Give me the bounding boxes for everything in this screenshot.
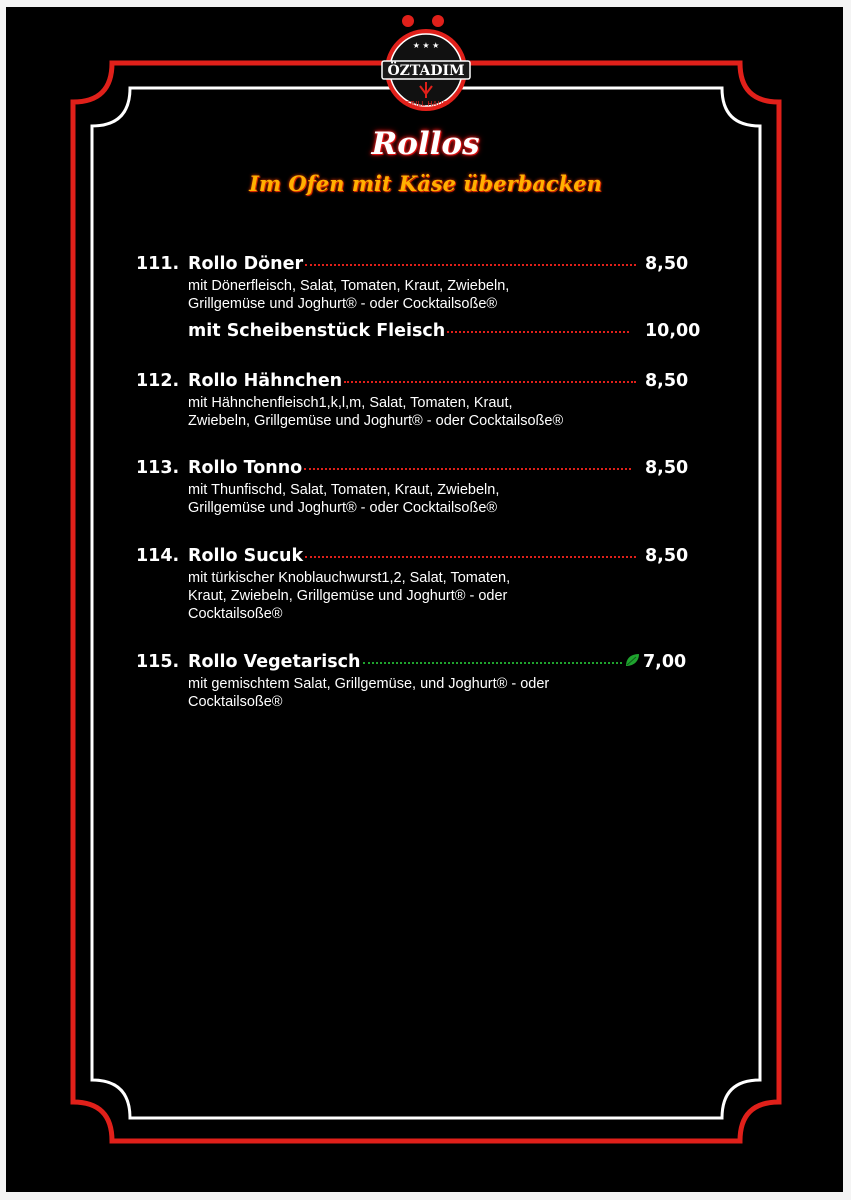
item-name: Rollo Hähnchen: [188, 371, 343, 391]
description-line: Grillgemüse und Joghurt® - oder Cocktailsoße®: [188, 500, 498, 516]
dotted-leader: [305, 556, 636, 558]
description-line: Cocktailsoße®: [188, 606, 283, 622]
logo-dot-right: [432, 15, 444, 27]
item-price: 8,50: [645, 546, 689, 566]
item-name: Rollo Tonno: [188, 458, 303, 478]
item-price: 8,50: [645, 371, 689, 391]
description-line: mit gemischtem Salat, Grillgemüse, und Joghurt® - oder: [188, 676, 550, 692]
item-price: 8,50: [645, 254, 689, 274]
item-number: 115.: [136, 652, 180, 672]
item-name: Rollo Döner: [188, 254, 304, 274]
menu-subtitle: Im Ofen mit Käse überbacken: [249, 171, 602, 196]
item-price: 10,00: [645, 321, 701, 341]
logo-dot-left: [402, 15, 414, 27]
dotted-leader: [304, 468, 631, 470]
dotted-leader: [344, 381, 636, 383]
dotted-leader: [363, 662, 622, 664]
item-title-row: [188, 371, 638, 391]
description-line: mit türkischer Knoblauchwurst1,2, Salat, Tomaten,: [188, 570, 511, 586]
logo-tagline: GRILL HAUS: [405, 100, 447, 108]
item-number: 113.: [136, 458, 180, 478]
logo-name: ÖZTADIM: [387, 63, 465, 79]
item-description: [188, 675, 638, 711]
description-line: mit Dönerfleisch, Salat, Tomaten, Kraut, Zwiebeln,: [188, 278, 510, 294]
logo-stars: ★ ★ ★: [412, 41, 440, 50]
item-title-row: [188, 458, 633, 478]
item-number: 112.: [136, 371, 180, 391]
description-line: Cocktailsoße®: [188, 694, 283, 710]
item-description: [188, 481, 628, 517]
restaurant-logo: [376, 8, 476, 112]
item-name: Rollo Vegetarisch: [188, 652, 361, 672]
item-description: [188, 569, 628, 623]
item-number: 114.: [136, 546, 180, 566]
description-line: Kraut, Zwiebeln, Grillgemüse und Joghurt® - oder: [188, 588, 508, 604]
description-line: mit Hähnchenfleisch1,k,l,m, Salat, Tomaten, Kraut,: [188, 395, 513, 411]
item-price: 7,00: [643, 652, 687, 672]
description-line: Grillgemüse und Joghurt® - oder Cocktailsoße®: [188, 296, 498, 312]
item-name: mit Scheibenstück Fleisch: [188, 321, 446, 341]
item-number: 111.: [136, 254, 180, 274]
item-title-row: [188, 546, 638, 566]
leaf-icon: [624, 653, 640, 667]
item-title-row: [188, 652, 624, 672]
item-title-row: [188, 321, 631, 341]
item-price: 8,50: [645, 458, 689, 478]
item-title-row: [188, 254, 638, 274]
description-line: mit Thunfischd, Salat, Tomaten, Kraut, Zwiebeln,: [188, 482, 500, 498]
item-name: Rollo Sucuk: [188, 546, 304, 566]
dotted-leader: [305, 264, 636, 266]
menu-title: Rollos: [371, 126, 480, 162]
item-description: [188, 277, 628, 313]
description-line: Zwiebeln, Grillgemüse und Joghurt® - oder Cocktailsoße®: [188, 413, 564, 429]
dotted-leader: [447, 331, 629, 333]
item-description: [188, 394, 628, 430]
